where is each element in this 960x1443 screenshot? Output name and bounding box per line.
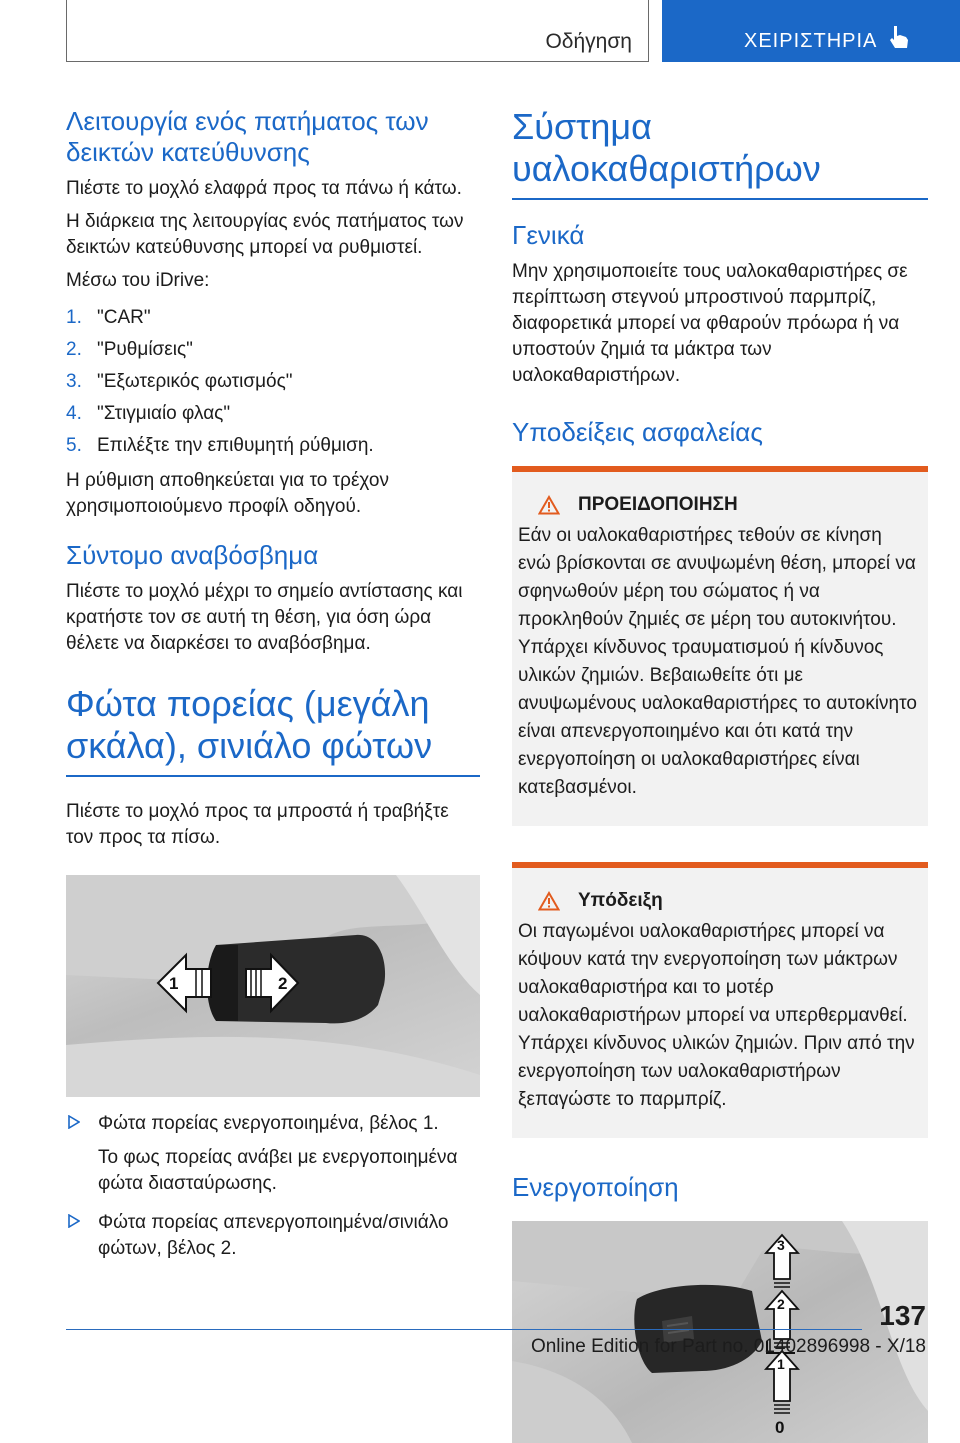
- step-text: "Ρυθμίσεις": [97, 339, 193, 360]
- title-underline: [512, 198, 928, 200]
- list-item: [66, 398, 480, 430]
- page-number: 137: [879, 1300, 926, 1331]
- header-chapter-tab: [662, 0, 960, 62]
- step-number: 5.: [66, 435, 82, 456]
- arrow-label-2: 2: [278, 974, 288, 993]
- notice-box: [512, 862, 928, 1138]
- hand-pointer-icon: [888, 24, 910, 50]
- wiper-system-title: Σύστημα υαλοκαθαριστήρων: [512, 106, 821, 189]
- step-text: Επιλέξτε την επιθυμητή ρύθμιση.: [97, 435, 374, 456]
- list-item: [66, 302, 480, 334]
- list-item: [66, 430, 480, 462]
- warning-triangle-icon: [538, 891, 560, 911]
- activation-title: Ενεργοποίηση: [512, 1172, 679, 1202]
- footer-edition: Online Edition for Part no. 01402896998 - X/18: [530, 1336, 926, 1357]
- general-paragraph: Μην χρησιμοποιείτε τους υαλοκαθαριστήρες σε περίπτωση στεγνού μπροστινού παρμπρίζ, διαφορετικά μπορεί να φθαρούν πρόωρα ή να υποστούν ζημιά τα μάκτρα των υαλοκαθαριστήρων.: [512, 261, 908, 386]
- flash-paragraph-1: Πιέστε το μοχλό ελαφρά προς τα πάνω ή κάτω.: [66, 178, 462, 199]
- header-section-box: [66, 0, 649, 62]
- footer-rule: [66, 1329, 862, 1330]
- step-number: 4.: [66, 403, 82, 424]
- position-label-1: 1: [777, 1356, 785, 1372]
- notice-text: Οι παγωμένοι υαλοκαθαριστήρες μπορεί να κόψουν κατά την ενεργοποίηση των μάκτρων υαλοκαθαριστήρα και το μοτέρ υαλοκαθαριστήρων μπορεί να υπερθερμανθεί. Υπάρχει κίνδυνος υλικών ζημιών. Πριν από την ενεργοποίηση των υαλοκαθαριστήρων ξεπαγώστε το παρμπρίζ.: [518, 921, 915, 1110]
- high-beam-paragraph: Πιέστε το μοχλό προς τα μπροστά ή τραβήξτε τον προς τα πίσω.: [66, 801, 449, 848]
- warning-triangle-icon: [538, 495, 560, 515]
- flash-paragraph-4: Η ρύθμιση αποθηκεύεται για το τρέχον χρησιμοποιούμενο προφίλ οδηγού.: [66, 470, 389, 517]
- left-column: [66, 106, 480, 1275]
- title-underline: [66, 775, 480, 777]
- list-item: [66, 1210, 480, 1262]
- position-label-3: 3: [777, 1237, 785, 1253]
- bullet-subtext: Το φως πορείας ανάβει με ενεργοποιημένα φώτα διασταύρωσης.: [98, 1147, 458, 1194]
- bullet-text: Φώτα πορείας ενεργοποιημένα, βέλος 1.: [98, 1113, 439, 1134]
- list-item: [66, 334, 480, 366]
- step-text: "Στιγμιαίο φλας": [97, 403, 231, 424]
- arrow-label-1: 1: [169, 974, 179, 993]
- bullet-triangle-icon: [68, 1115, 80, 1129]
- step-text: "CAR": [97, 307, 151, 328]
- step-number: 1.: [66, 307, 82, 328]
- step-text: "Εξωτερικός φωτισμός": [97, 371, 293, 392]
- stalk-illustration: [66, 875, 480, 1097]
- step-number: 2.: [66, 339, 82, 360]
- stalk-drawing: [66, 875, 480, 1097]
- warning-text: Εάν οι υαλοκαθαριστήρες τεθούν σε κίνηση ενώ βρίσκονται σε ανυψωμένη θέση, μπορεί να σφηνωθούν μέρη του σώματος ή να προκληθούν ζημιές σε μέρη του αυτοκινήτου. Υπάρχει κίνδυνος τραυματισμού ή κίνδυνος υλικών ζημιών. Βεβαιωθείτε ότι με ανυψωμένους υαλοκαθαριστήρες το αυτοκίνητο είναι απενεργοποιημένο και ότι κατά την ενεργοποίηση οι υαλοκαθαριστήρες είναι κατεβασμένοι.: [518, 525, 917, 798]
- flash-paragraph-3: Μέσω του iDrive:: [66, 270, 210, 291]
- step-number: 3.: [66, 371, 82, 392]
- position-label-0: 0: [775, 1418, 785, 1437]
- header-section-title: Οδήγηση: [545, 30, 632, 53]
- list-item: [66, 1111, 480, 1197]
- wiper-stalk-drawing: [512, 1221, 928, 1443]
- list-item: [66, 366, 480, 398]
- wiper-stalk-illustration: [512, 1221, 928, 1443]
- warning-box: [512, 466, 928, 826]
- high-beam-title: Φώτα πορείας (μεγάλη σκάλα), σινιάλο φώτων: [66, 683, 433, 766]
- warning-title: ΠΡΟΕΙΔΟΠΟΙΗΣΗ: [578, 494, 738, 515]
- header-chapter-label: ΧΕΙΡΙΣΤΗΡΙΑ: [744, 30, 878, 52]
- safety-title: Υποδείξεις ασφαλείας: [512, 417, 763, 447]
- high-beam-bullets: [66, 1111, 480, 1262]
- short-flash-paragraph: Πιέστε το μοχλό μέχρι το σημείο αντίστασης και κρατήστε τον σε αυτή τη θέση, για όση ώρα θέλετε να διαρκέσει το αναβόσβημα.: [66, 581, 463, 654]
- right-column: [512, 106, 928, 1443]
- short-flash-title: Σύντομο αναβόσβημα: [66, 540, 319, 570]
- bullet-triangle-icon: [68, 1214, 80, 1228]
- position-label-2: 2: [777, 1296, 785, 1312]
- flash-section-title: Λειτουργία ενός πατήματος των δεικτών κατεύθυνσης: [66, 106, 429, 167]
- bullet-text: Φώτα πορείας απενεργοποιημένα/σινιάλο φώτων, βέλος 2.: [98, 1212, 449, 1259]
- flash-paragraph-2: Η διάρκεια της λειτουργίας ενός πατήματος των δεικτών κατεύθυνσης μπορεί να ρυθμιστεί.: [66, 211, 464, 258]
- notice-title: Υπόδειξη: [578, 890, 663, 911]
- idrive-steps-list: [66, 302, 480, 462]
- general-title: Γενικά: [512, 220, 585, 250]
